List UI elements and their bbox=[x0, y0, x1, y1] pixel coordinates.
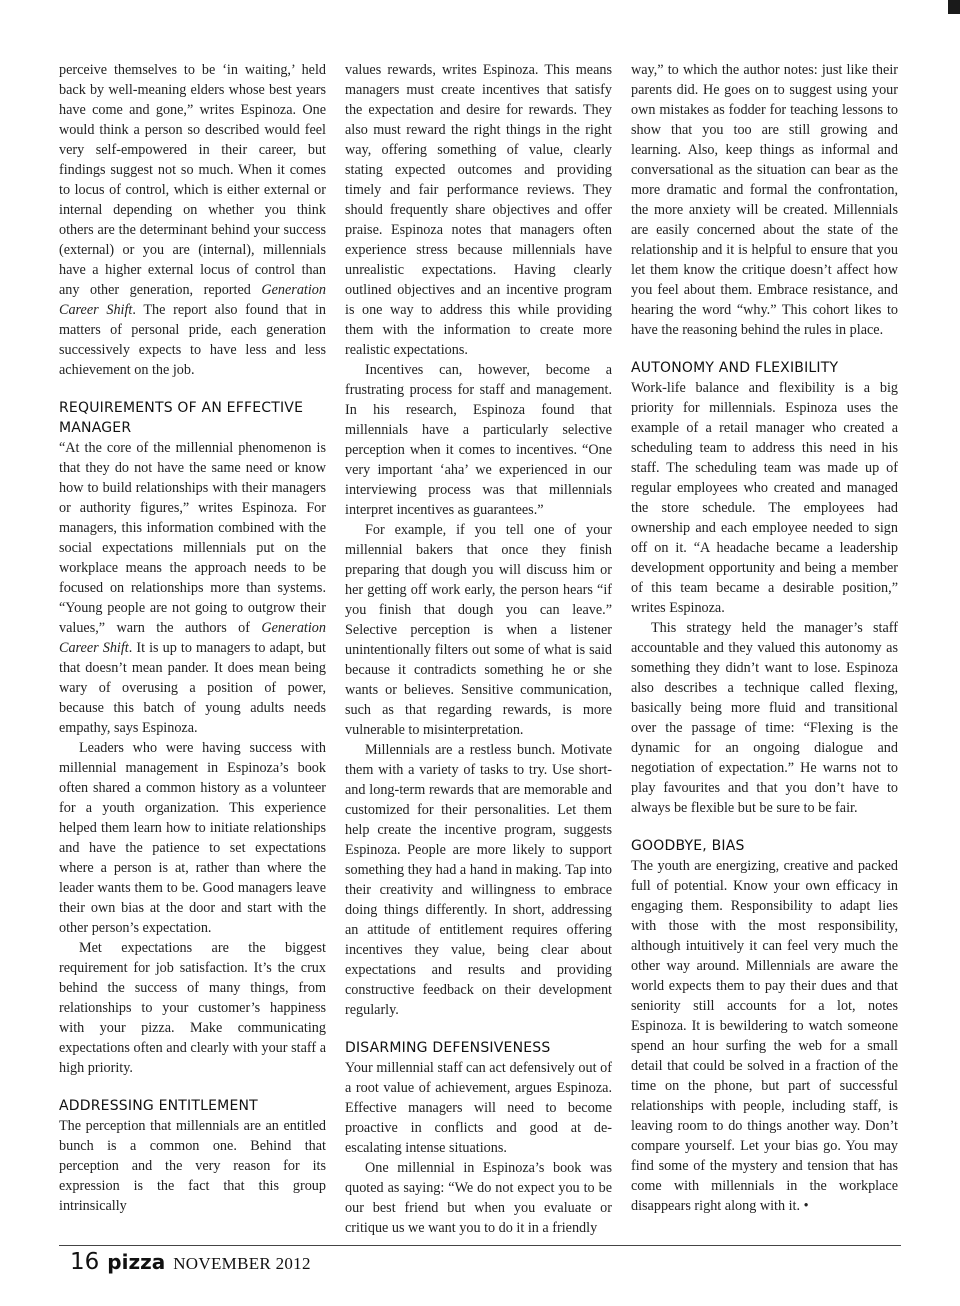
page-footer bbox=[70, 1249, 311, 1275]
paragraph: This strategy held the manager’s staff accountable and they valued this autonomy as something they didn’t want to lose. Espinoza also describes a technique called flexing, basically being more fluid and transitional over the passage of time: “Flexing is the dynamic for an ongoing dialogue and negotiation of expectation.” He warns not to play favourites and that you don’t have to always be flexible but be sure to be fair. bbox=[631, 620, 898, 816]
article-column-1 bbox=[59, 60, 326, 1216]
magazine-name: pizza bbox=[107, 1250, 166, 1274]
section-heading-autonomy: AUTONOMY AND FLEXIBILITY bbox=[631, 360, 839, 376]
article-column-2 bbox=[345, 60, 612, 1238]
section-heading-goodbye: GOODBYE, BIAS bbox=[631, 838, 745, 854]
paragraph: “At the core of the millennial phenomenon is that they do not have the same need or know how to build relationships with their managers or authority figures,” writes Espinoza. For managers, this information combined with the social expectations millennials put on the workplace means the approach needs to be focused on relationships more than systems. “Young people are not going to outgrow their values,” warn the authors of Generation Career Shift. It is up to managers to adapt, but that doesn’t mean pander. It does mean being wary of overusing a position of power, because this batch of young adults needs empathy, says Espinoza. bbox=[59, 440, 326, 736]
paragraph: Incentives can, however, become a frustrating process for staff and management. In his research, Espinoza found that millennials have a particularly selective perception when it comes to incentives. “One very important ‘aha’ we experienced in our interviewing process was that millennials interpret incentives as guarantees.” bbox=[345, 362, 612, 518]
article-column-3 bbox=[631, 60, 898, 1216]
paragraph: values rewards, writes Espinoza. This means managers must create incentives that satisfy the expectation and desire for rewards. They also must reward the right things in the right way, offering something of value, clearly stating expected outcomes and providing timely and fair performance reviews. They should frequently share objectives and offer praise. Espinoza notes that managers often experience stress because millennials have unrealistic expectations. Having clearly outlined objectives and an incentive program is one way to address this while providing them with the information to create more realistic expectations. bbox=[345, 62, 612, 358]
paragraph: The perception that millennials are an entitled bunch is a common one. Behind that perception and the very reason for its expression is the fact that this group intrinsically bbox=[59, 1118, 326, 1214]
section-heading-entitlement: ADDRESSING ENTITLEMENT bbox=[59, 1098, 258, 1114]
page-number: 16 bbox=[70, 1249, 100, 1275]
paragraph: perceive themselves to be ‘in waiting,’ held back by well-meaning elders whose best years have come and gone,” writes Espinoza. One would think a person so described would feel very self-empowered in their career, but findings suggest not so much. When it comes to locus of control, which is either external or internal depending on whether you think others are the determinant behind your success (external) or you are (internal), millennials have a higher external locus of control than any other generation, reported Generation Career Shift. The report also found that in matters of personal pride, each generation successively expects to have less and less achievement on the job. bbox=[59, 62, 326, 378]
paragraph: For example, if you tell one of your millennial bakers that once they finish preparing that dough you will discuss him or her getting off work early, the person hears “if you finish that dough you can leave.” Selective perception is when a listener unintentionally filters out some of what is said because it contradicts something he or she wants or believes. Sensitive communication, such as that regarding rewards, is more vulnerable to misinterpretation. bbox=[345, 522, 612, 738]
paragraph: One millennial in Espinoza’s book was quoted as saying: “We do not expect you to be our best friend but when you evaluate or critique us we want you to do it in a friendly bbox=[345, 1160, 612, 1236]
section-heading-requirements: REQUIREMENTS OF AN EFFECTIVE MANAGER bbox=[59, 400, 304, 436]
paragraph: Work-life balance and flexibility is a big priority for millennials. Espinoza uses the example of a retail manager who created a scheduling team to address this need in his staff. The scheduling team was made up of regular employees who created and managed the store schedule. The employees had ownership and each employee needed to sign off on it. “A headache became a leadership development opportunity and being a member of this team became a desirable position,” writes Espinoza. bbox=[631, 380, 898, 616]
section-heading-disarming: DISARMING DEFENSIVENESS bbox=[345, 1040, 551, 1056]
paragraph: Met expectations are the biggest requirement for job satisfaction. It’s the crux behind the success of many things, from relationships to your customer’s happiness with your pizza. Make communicating expectations often and clearly with your staff a high priority. bbox=[59, 940, 326, 1076]
paragraph: The youth are energizing, creative and packed full of potential. Know your own efficacy in engaging them. Responsibility to adapt lies with those with the most responsibility, although intuitively it can feel very much the other way around. Millennials are aware the world expects them to pay their dues and that seniority still accounts for a lot, notes Espinoza. It is bewildering to watch someone spend an hour surfing the web for a small detail that could be solved in a fraction of the time on the phone, but part of successful relationships with people, including staff, is leaving room to do things another way. Don’t compare yourself. Let your bias go. You may find some of the mystery and tension that has come with millennials in the workplace disappears right along with it. • bbox=[631, 858, 898, 1214]
page-edge-mark bbox=[948, 0, 960, 14]
paragraph: way,” to which the author notes: just like their parents did. He goes on to suggest using your own mistakes as fodder for teaching lessons to show that you too are still growing and learning. Also, keep things as informal and conversational as the situation can bear as the more dramatic and formal the confrontation, the more anxiety will be created. Millennials are easily concerned about the state of the relationship and it is helpful to ensure that you let them know the critique doesn’t affect how you feel about them. Embrace resistance, and hearing the word “why.” This cohort likes to have the reasoning behind the rules in place. bbox=[631, 62, 898, 338]
footer-divider bbox=[59, 1245, 901, 1246]
paragraph: Your millennial staff can act defensively out of a root value of achievement, argues Espinoza. Effective managers will need to become proactive in conflicts and good at de-escalating intense situations. bbox=[345, 1060, 612, 1156]
issue-date: NOVEMBER 2012 bbox=[173, 1254, 311, 1273]
paragraph: Millennials are a restless bunch. Motivate them with a variety of tasks to try. Use short- and long-term rewards that are memorable and customized for their personalities. Let them help create the incentive program, suggests Espinoza. People are more likely to support something they had a hand in making. Tap into their creativity and willingness to embrace doing things differently. In short, addressing an attitude of entitlement requires offering incentives they value, being clear about expectations and results and providing constructive feedback on their development regularly. bbox=[345, 742, 612, 1018]
paragraph: Leaders who were having success with millennial management in Espinoza’s book often shared a common history as a volunteer for a youth organization. This experience helped them learn how to initiate relationships and have the patience to set expectations where a person is at, rather than where the leader wants them to be. Good managers leave their own bias at the door and start with the other person’s expectation. bbox=[59, 740, 326, 936]
